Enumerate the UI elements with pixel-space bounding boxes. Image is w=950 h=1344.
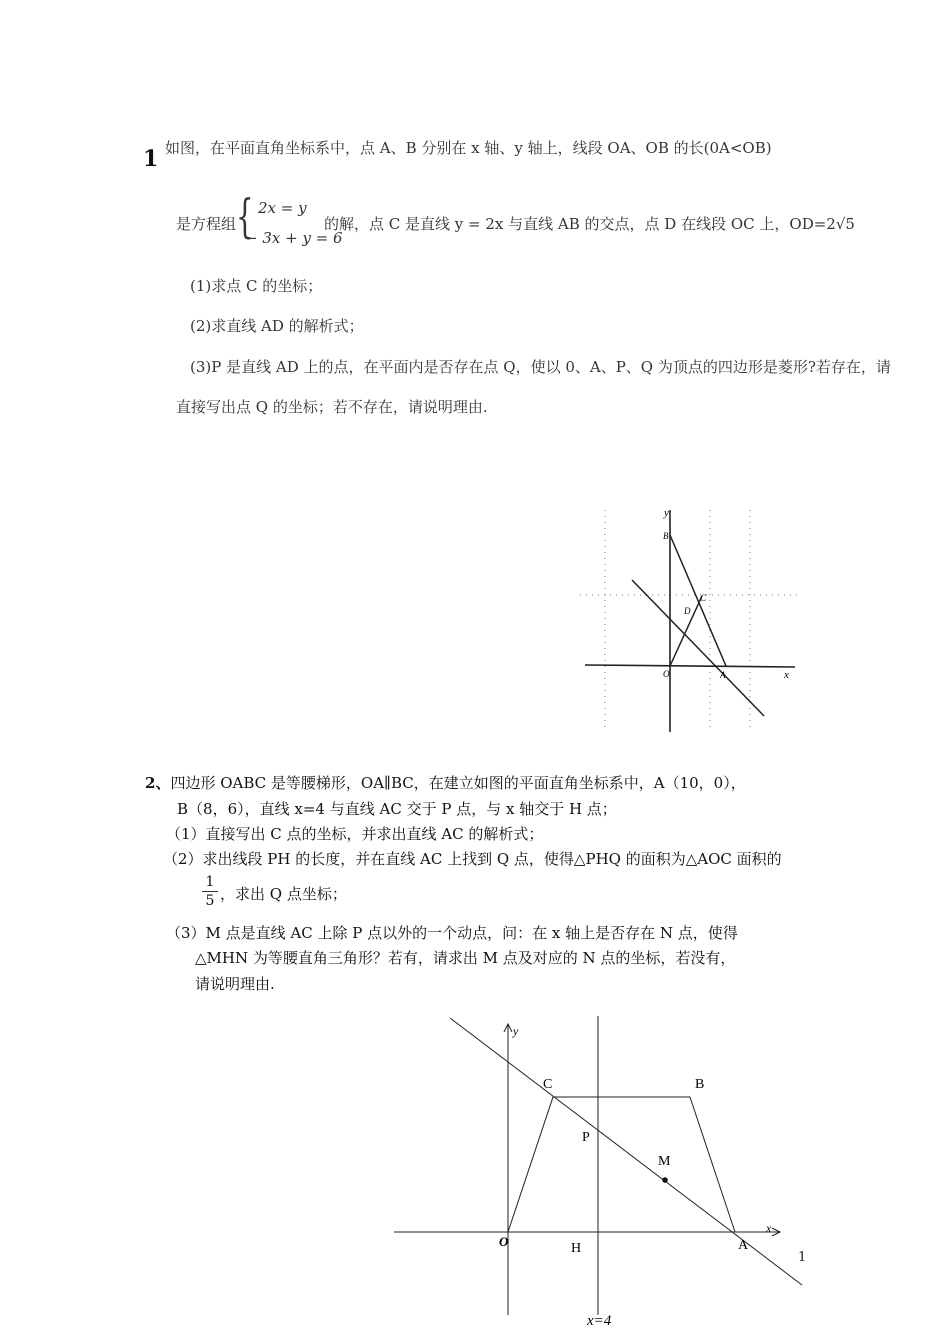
fig2-label-p: P	[582, 1130, 590, 1145]
fig1-label-a: A	[720, 670, 726, 680]
problem2-question3-line3: 请说明理由.	[195, 975, 275, 993]
fig1-label-x: x	[784, 669, 789, 681]
problem2-number: 2	[145, 774, 156, 792]
problem1-question2: (2)求直线 AD 的解析式；	[190, 317, 364, 335]
page-number: 1	[798, 1250, 807, 1265]
fig2-label-o: O	[499, 1234, 509, 1249]
fig2-label-h: H	[571, 1241, 582, 1256]
problem2-question2: （2）求出线段 PH 的长度，并在直线 AC 上找到 Q 点，使得△PHQ 的面积为△AOC 面积的	[163, 850, 782, 868]
problem1-question1: (1)求点 C 的坐标；	[190, 277, 323, 295]
equation-2: − 3x + y = 6	[245, 229, 343, 247]
system-brace: {	[236, 189, 254, 243]
fig2-label-x: x	[766, 1221, 772, 1235]
fraction-denominator: 5	[205, 893, 215, 909]
fraction-one-fifth	[202, 873, 218, 910]
problem2-question3-line2: △MHN 为等腰直角三角形？若有，请求出 M 点及对应的 N 点的坐标，若没有，	[195, 949, 736, 967]
fig2-label-x-equals-4: x=4	[587, 1313, 612, 1329]
problem1-line1: 如图，在平面直角坐标系中，点 A、B 分别在 x 轴、y 轴上，线段 OA、OB 的长(0A<OB)	[165, 139, 772, 157]
fig1-label-d: D	[684, 606, 691, 616]
problem2-question1: （1）直接写出 C 点的坐标，并求出直线 AC 的解析式；	[166, 825, 544, 843]
point-m	[662, 1177, 668, 1183]
problem1-question3-line1: (3)P 是直线 AD 上的点，在平面内是否存在点 Q，使以 0、A、P、Q 为顶点的四边形是菱形?若存在，请	[190, 358, 891, 376]
problem2-question3-line1: （3）M 点是直线 AC 上除 P 点以外的一个动点，问：在 x 轴上是否存在 N 点，使得	[166, 924, 738, 942]
fig2-label-b: B	[695, 1077, 705, 1092]
problem2-line2: B（8，6），直线 x=4 与直线 AC 交于 P 点，与 x 轴交于 H 点；	[177, 800, 617, 818]
fig2-label-m: M	[658, 1154, 671, 1169]
equation-1: 2x = y	[258, 199, 307, 217]
problem1-line2-prefix: 是方程组	[176, 215, 237, 233]
fig1-label-c: C	[700, 593, 707, 603]
fig1-label-o: O	[663, 669, 670, 679]
problem1-line2-suffix: 的解，点 C 是直线 y = 2x 与直线 AB 的交点，点 D 在线段 OC 上，OD=2√5	[324, 215, 855, 233]
fig1-label-b: B	[663, 531, 669, 541]
problem1-number: 1	[143, 146, 159, 172]
fig2-label-a: A	[738, 1238, 749, 1253]
problem2-separator: 、	[155, 774, 171, 792]
fig1-label-y: y	[664, 507, 669, 519]
fraction-numerator: 1	[202, 873, 218, 892]
trapezoid-oabc	[508, 1097, 735, 1232]
problem2-line1	[145, 772, 746, 793]
problem1-figure	[580, 500, 810, 740]
x-axis	[585, 665, 795, 667]
problem2-figure	[380, 1010, 820, 1340]
fig2-label-y: y	[513, 1024, 519, 1038]
problem1-question3-line2: 直接写出点 Q 的坐标；若不存在，请说明理由.	[176, 398, 488, 416]
problem2-line1-text: 四边形 OABC 是等腰梯形，OA∥BC，在建立如图的平面直角坐标系中，A（10，0），	[170, 774, 746, 792]
problem2-question2-tail: ，求出 Q 点坐标；	[220, 885, 347, 903]
fig2-label-c: C	[543, 1077, 553, 1092]
